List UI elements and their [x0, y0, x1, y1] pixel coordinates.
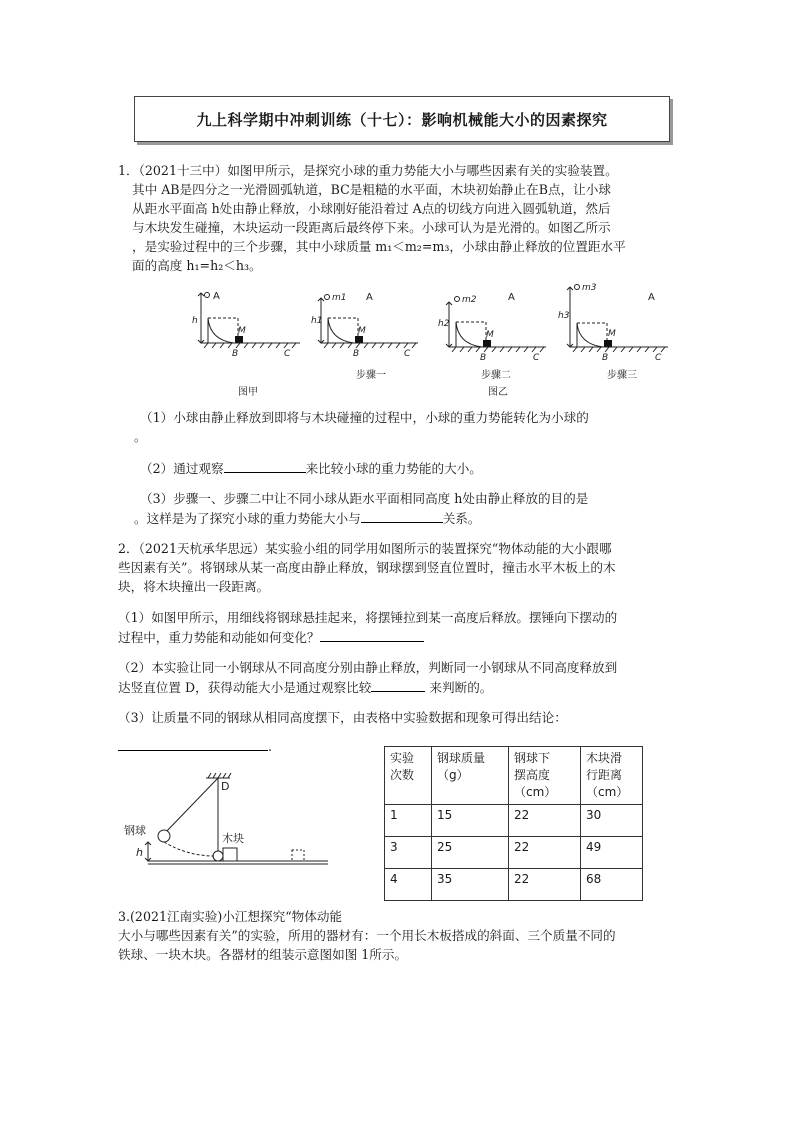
- q2-line1: 2．（2021天杭承华思远）某实验小组的同学用如图所示的装置探究“物体动能的大小跟哪: [118, 541, 612, 556]
- q1-sub2: （2）通过观察 来比较小球的重力势能的大小。: [140, 458, 482, 479]
- label-m3: m3: [582, 283, 597, 293]
- label-m2: m2: [462, 295, 477, 305]
- label-M-jia: M: [238, 326, 246, 336]
- table-row: [385, 805, 643, 837]
- cell: 3: [385, 837, 432, 869]
- label-h3: h3: [558, 311, 570, 321]
- label-D: D: [221, 780, 230, 793]
- q2-sub3: （3）让质量不同的钢球从相同高度摆下，由表格中实验数据和现象可得出结论：: [118, 710, 567, 725]
- table-row: [385, 869, 643, 901]
- label-m1: m1: [332, 293, 347, 303]
- figure-2-pendulum: [118, 768, 334, 868]
- cell: 22: [509, 869, 581, 901]
- cell: 15: [432, 805, 509, 837]
- label-A-step2: A: [508, 292, 515, 303]
- caption-jia: 图甲: [238, 387, 258, 398]
- label-C-step1: C: [404, 349, 411, 359]
- q2-sub1-line2: 过程中，重力势能和动能如何变化？: [118, 627, 424, 648]
- q2-sub1-line1: （1）如图甲所示，用细线将钢球悬挂起来，将摆锤拉到某一高度后释放。摆锤向下摆动的: [118, 610, 618, 625]
- label-h: h: [192, 316, 198, 326]
- q2-sub2-line1: （2）本实验让同一小钢球从不同高度分别由静止释放，判断同一小钢球从不同高度释放到: [118, 660, 618, 675]
- label-M-step1: M: [358, 326, 366, 336]
- panel-step3: [558, 283, 668, 363]
- label-B-jia: B: [232, 349, 239, 359]
- label-C-step3: C: [655, 353, 662, 363]
- q1-line2: 其中 AB是四分之一光滑圆弧轨道，BC是粗糙的水平面，木块初始静止在B点，让小球: [132, 182, 611, 197]
- cell: 30: [581, 805, 643, 837]
- q1-sub1-line2: 。: [134, 429, 147, 444]
- q2-line2: 些因素有关”。将钢球从某一高度由静止释放，钢球摆到竖直位置时，撞击水平木板上的木: [118, 560, 616, 575]
- panel-step2: [438, 292, 546, 363]
- cell: 4: [385, 869, 432, 901]
- label-A-jia: A: [213, 291, 220, 302]
- q1-sub1-line1: （1）小球由静止释放到即将与木块碰撞的过程中，小球的重力势能转化为小球的: [140, 410, 589, 425]
- cell: 22: [509, 805, 581, 837]
- q3-line3: 铁球、一块木块。各器材的组装示意图如图 1所示。: [118, 947, 408, 962]
- q1-line1: 1．（2021十三中）如图甲所示，是探究小球的重力势能大小与哪些因素有关的实验装置。: [118, 163, 618, 178]
- label-h2: h2: [438, 319, 450, 329]
- header-height: 钢球下 摆高度 （cm）: [509, 747, 581, 805]
- caption-step2: 步骤二: [481, 370, 511, 381]
- cell: 35: [432, 869, 509, 901]
- table-header-row: [385, 747, 643, 805]
- header-mass: 钢球质量 （g）: [432, 747, 509, 805]
- q2-sub1-blank[interactable]: [320, 627, 424, 642]
- q1-sub3-line1: （3）步骤一、步骤二中让不同小球从距水平面相同高度 h处由静止释放的目的是: [140, 491, 589, 506]
- q3-line1: 3.(2021江南实验)小江想探究“物体动能: [118, 909, 343, 924]
- header-distance: 木块滑 行距离 （cm）: [581, 747, 643, 805]
- q2-sub3-blank[interactable]: [118, 736, 268, 751]
- caption-yi: 图乙: [488, 387, 508, 398]
- cell: 1: [385, 805, 432, 837]
- cell: 25: [432, 837, 509, 869]
- page-title: 九上科学期中冲刺训练（十七）：影响机械能大小的因素探究: [134, 96, 670, 142]
- table-row: [385, 837, 643, 869]
- q1-sub2-blank[interactable]: [224, 458, 306, 473]
- panel-step1: [311, 292, 418, 359]
- q1-line5: ，是实验过程中的三个步骤，其中小球质量 m₁＜m₂=m₃，小球由静止释放的位置距水平: [132, 239, 626, 254]
- label-B-step1: B: [353, 349, 360, 359]
- q1-line3: 从距水平面高 h处由静止释放，小球刚好能沿着过 A点的切线方向进入圆弧轨道，然后: [132, 201, 611, 216]
- cell: 49: [581, 837, 643, 869]
- caption-step3: 步骤三: [607, 370, 637, 381]
- label-C-step2: C: [533, 353, 540, 363]
- label-block: 木块: [222, 832, 244, 845]
- label-M-step3: M: [608, 329, 616, 339]
- label-B-step3: B: [602, 353, 609, 363]
- label-h1: h1: [311, 316, 323, 326]
- header-trial: 实验 次数: [385, 747, 432, 805]
- q1-line4: 与木块发生碰撞，木块运动一段距离后最终停下来。小球可认为是光滑的。如图乙所示: [132, 220, 611, 235]
- q1-sub3-line2: 。这样是为了探究小球的重力势能大小与 关系。: [134, 508, 480, 529]
- label-h-pendulum: h: [136, 846, 143, 859]
- cell: 68: [581, 869, 643, 901]
- label-C-jia: C: [284, 349, 291, 359]
- q3-line2: 大小与哪些因素有关”的实验，所用的器材有：一个用长木板搭成的斜面、三个质量不同的: [118, 928, 616, 943]
- label-B-step2: B: [480, 353, 487, 363]
- q1-line6: 面的高度 h₁=h₂＜h₃。: [132, 258, 262, 273]
- q2-sub2-blank[interactable]: [371, 677, 425, 692]
- q2-sub2-line2: 达竖直位置 D，获得动能大小是通过观察比较 来判断的。: [118, 677, 492, 698]
- cell: 22: [509, 837, 581, 869]
- label-A-step3: A: [648, 292, 655, 303]
- q2-line3: 块，将木块撞出一段距离。: [118, 579, 270, 594]
- label-ball: 钢球: [124, 824, 146, 837]
- panel-jia: [192, 291, 300, 359]
- q1-sub3-blank[interactable]: [361, 508, 443, 523]
- experiment-table: [384, 746, 643, 901]
- caption-step1: 步骤一: [356, 370, 386, 381]
- q2-sub3-answer: .: [118, 736, 272, 757]
- label-A-step1: A: [366, 292, 373, 303]
- label-M-step2: M: [486, 330, 494, 340]
